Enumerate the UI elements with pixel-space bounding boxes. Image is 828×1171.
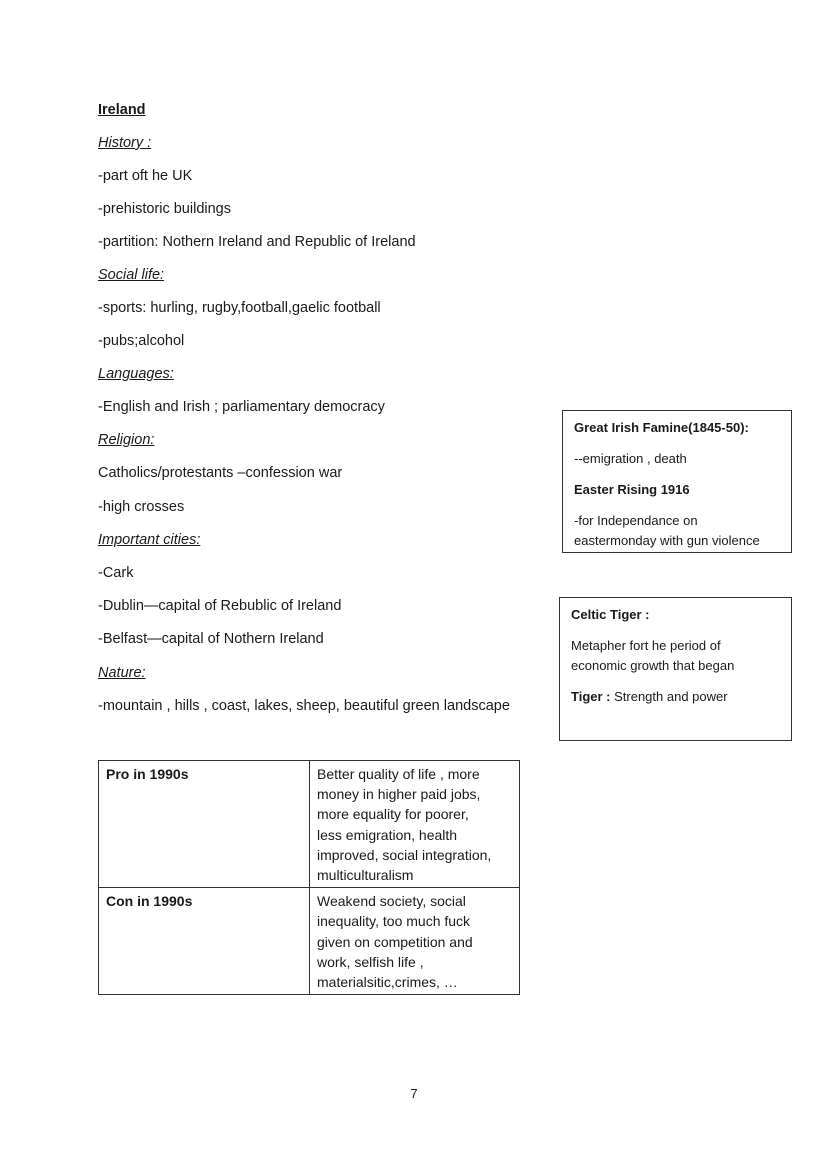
pro-line: Better quality of life , more bbox=[317, 766, 480, 782]
pro-line: improved, social integration, bbox=[317, 846, 492, 863]
city-line: -Belfast—capital of Nothern Ireland bbox=[98, 631, 324, 647]
table-row bbox=[99, 761, 520, 888]
pro-line: less emigration, health bbox=[317, 826, 458, 843]
important-cities-heading: Important cities: bbox=[98, 532, 201, 548]
celtic-tiger-line: Metapher fort he period of bbox=[571, 638, 721, 653]
celtic-tiger-title: Celtic Tiger : bbox=[571, 607, 650, 622]
pro-line: multiculturalism bbox=[317, 867, 414, 884]
pro-con-table bbox=[98, 760, 520, 995]
city-line: -Dublin—capital of Rebublic of Ireland bbox=[98, 598, 342, 614]
page-number: 7 bbox=[410, 1086, 418, 1101]
page-title: Ireland bbox=[98, 102, 146, 118]
con-line: given on competition and bbox=[317, 933, 473, 950]
history-line: -prehistoric buildings bbox=[98, 201, 231, 217]
social-life-line: -sports: hurling, rugby,football,gaelic football bbox=[98, 300, 381, 316]
table-row bbox=[99, 888, 520, 995]
con-line: inequality, too much fuck bbox=[317, 913, 471, 930]
social-life-line: -pubs;alcohol bbox=[98, 333, 185, 349]
celtic-tiger-box bbox=[559, 597, 792, 741]
famine-title: Great Irish Famine(1845-50): bbox=[574, 420, 749, 435]
tiger-text: Strength and power bbox=[610, 689, 728, 704]
history-line: -part oft he UK bbox=[98, 168, 193, 184]
pro-line: money in higher paid jobs, bbox=[317, 786, 481, 803]
languages-line: -English and Irish ; parliamentary democracy bbox=[98, 399, 385, 415]
languages-heading: Languages: bbox=[98, 366, 174, 382]
nature-line: -mountain , hills , coast, lakes, sheep, beautiful green landscape bbox=[98, 698, 510, 714]
con-label: Con in 1990s bbox=[99, 888, 310, 995]
con-text bbox=[310, 888, 520, 995]
nature-heading: Nature: bbox=[98, 665, 146, 681]
religion-line: Catholics/protestants –confession war bbox=[98, 465, 343, 481]
easter-rising-line: -for Independance on bbox=[574, 513, 698, 528]
famine-text: --emigration , death bbox=[574, 451, 687, 466]
celtic-tiger-line: economic growth that began bbox=[571, 658, 735, 673]
con-line: Weakend society, social bbox=[317, 893, 466, 910]
tiger-label: Tiger : bbox=[571, 689, 611, 704]
con-line: work, selfish life , bbox=[317, 953, 424, 970]
famine-box bbox=[562, 410, 792, 553]
history-line: -partition: Nothern Ireland and Republic of Ireland bbox=[98, 234, 416, 250]
con-line: materialsitic,crimes, … bbox=[317, 974, 458, 991]
pro-label: Pro in 1990s bbox=[99, 761, 310, 888]
history-heading: History : bbox=[98, 135, 152, 151]
pro-text bbox=[310, 761, 520, 888]
religion-heading: Religion: bbox=[98, 432, 155, 448]
easter-rising-title: Easter Rising 1916 bbox=[574, 482, 690, 497]
social-life-heading: Social life: bbox=[98, 267, 165, 283]
city-line: -Cark bbox=[98, 565, 134, 581]
religion-line: -high crosses bbox=[98, 499, 185, 515]
easter-rising-line: eastermonday with gun violence bbox=[574, 533, 760, 548]
pro-line: more equality for poorer, bbox=[317, 806, 469, 823]
tiger-definition bbox=[571, 688, 728, 705]
